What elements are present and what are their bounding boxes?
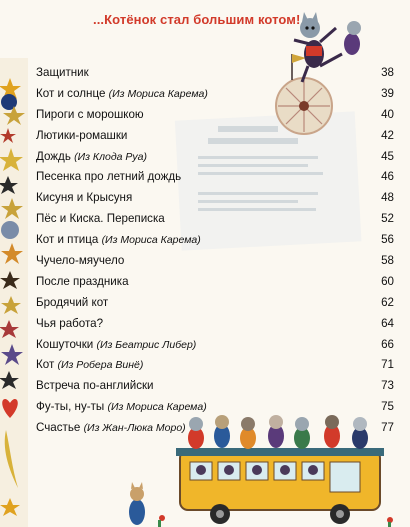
toc-entry-title: Кошуточки (Из Беатрис Либер) <box>36 337 197 351</box>
toc-entry-page: 71 <box>381 358 394 372</box>
toc-entry[interactable] <box>36 126 394 147</box>
small-cat-figure-decoration <box>122 480 152 527</box>
toc-entry-page: 73 <box>381 379 394 393</box>
toc-entry-page: 58 <box>381 254 394 268</box>
toc-entry[interactable] <box>36 272 394 293</box>
toc-entry-page: 45 <box>381 149 394 163</box>
toc-entry-page: 66 <box>381 337 394 351</box>
toc-entry-note: (Из Беатрис Либер) <box>96 338 197 351</box>
toc-entry-page: 64 <box>381 316 394 330</box>
toc-entry-note: (Из Жан-Люка Моро) <box>83 422 186 435</box>
toc-entry[interactable] <box>36 293 394 314</box>
toc-entry-note: (Из Мориса Карема) <box>108 87 208 100</box>
toc-entry-title: Бродячий кот <box>36 295 109 309</box>
toc-entry-title: Лютики-ромашки <box>36 128 128 142</box>
toc-entry-note: (Из Робера Винё) <box>57 359 144 372</box>
star-border-decoration <box>0 58 28 527</box>
toc-entry[interactable] <box>36 397 394 418</box>
toc-entry-title: Фу-ты, ну-ты (Из Мориса Карема) <box>36 400 207 414</box>
toc-entry-note: (Из Клода Руа) <box>74 150 148 163</box>
toc-entry-title: Счастье (Из Жан-Люка Моро) <box>36 421 186 435</box>
toc-entry-title: Пироги с морошкою <box>36 107 144 121</box>
toc-entry[interactable] <box>36 84 394 105</box>
toc-entry[interactable] <box>36 167 394 188</box>
toc-entry[interactable] <box>36 188 394 209</box>
toc-entry-page: 56 <box>381 233 394 247</box>
toc-entry[interactable] <box>36 147 394 168</box>
toc-entry-title: Встреча по-английски <box>36 379 154 393</box>
toc-entry[interactable] <box>36 418 394 439</box>
toc-entry-page: 52 <box>381 212 394 226</box>
toc-entry-title: Кот и солнце (Из Мориса Карема) <box>36 86 208 100</box>
toc-entry-note: (Из Мориса Карема) <box>101 234 201 247</box>
toc-entry[interactable] <box>36 314 394 335</box>
toc-entry-title: Песенка про летний дождь <box>36 170 182 184</box>
toc-entry-title: Чучело-мяучело <box>36 254 125 268</box>
toc-entry[interactable] <box>36 376 394 397</box>
toc-entry-page: 48 <box>381 191 394 205</box>
toc-entry[interactable] <box>36 355 394 376</box>
toc-entry-title: Кисуня и Крысуня <box>36 191 133 205</box>
toc-entry-title: Дождь (Из Клода Руа) <box>36 149 148 163</box>
toc-entry[interactable] <box>36 230 394 251</box>
toc-entry[interactable] <box>36 251 394 272</box>
toc-entry-page: 38 <box>381 66 394 79</box>
toc-entry-page: 46 <box>381 170 394 184</box>
toc-entry-page: 62 <box>381 295 394 309</box>
toc-entry-title: Пёс и Киска. Переписка <box>36 212 165 226</box>
toc-entry-page: 39 <box>381 86 394 100</box>
section-title: ...Котёнок стал большим котом! <box>93 12 301 27</box>
toc-entry[interactable] <box>36 105 394 126</box>
table-of-contents <box>36 63 394 439</box>
toc-entry-title: Кот (Из Робера Винё) <box>36 358 144 372</box>
toc-entry[interactable] <box>36 209 394 230</box>
toc-entry-title: Кот и птица (Из Мориса Карема) <box>36 233 201 247</box>
toc-entry-page: 42 <box>381 128 394 142</box>
toc-entry-page: 77 <box>381 421 394 435</box>
toc-entry-page: 75 <box>381 400 394 414</box>
toc-entry-page: 40 <box>381 107 394 121</box>
toc-entry-title: Защитник <box>36 66 89 79</box>
toc-entry-title: Чья работа? <box>36 316 104 330</box>
toc-entry[interactable] <box>36 63 394 84</box>
toc-entry-note: (Из Мориса Карема) <box>107 401 207 414</box>
toc-entry-page: 60 <box>381 274 394 288</box>
toc-entry-title: После праздника <box>36 274 129 288</box>
toc-entry[interactable] <box>36 335 394 356</box>
